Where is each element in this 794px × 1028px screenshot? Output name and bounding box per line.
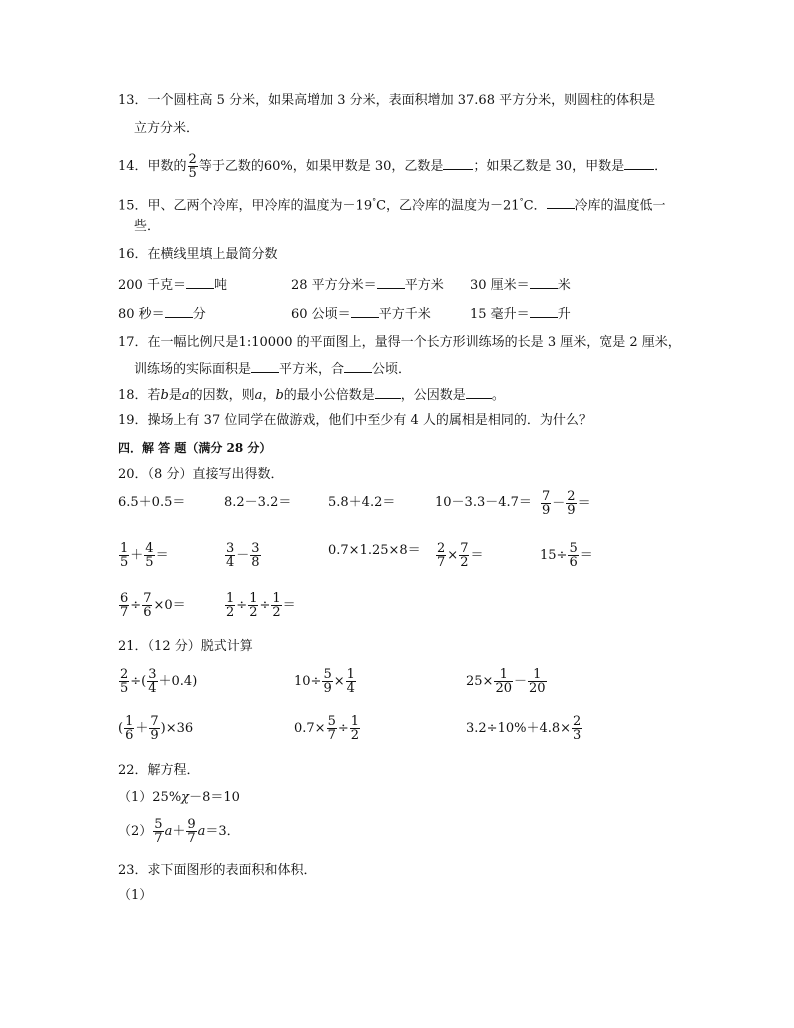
q14-blank-1[interactable] bbox=[443, 156, 473, 170]
q16-blank[interactable] bbox=[186, 275, 214, 289]
q17-line2: 训练场的实际面积是 平方米，合 公顷． bbox=[134, 359, 411, 379]
q23-sub-1: （1） bbox=[118, 888, 153, 903]
q18-blank-2[interactable] bbox=[466, 385, 492, 399]
section-4-heading: 四．解 答 题（满分 28 分） bbox=[118, 441, 272, 455]
q16-blank[interactable] bbox=[530, 304, 558, 318]
q15-mid: C，乙冷库的温度为－21 bbox=[376, 198, 520, 214]
q14-blank-2[interactable] bbox=[624, 156, 654, 170]
q17-blank-2[interactable] bbox=[344, 359, 372, 373]
q21-title: 21．（12 分）脱式计算 bbox=[118, 639, 253, 654]
q20-r1-2: 8.2－3.2＝ bbox=[224, 495, 292, 510]
q19: 19．操场上有 37 位同学在做游戏，他们中至少有 4 人的属相是相同的．为什么？ bbox=[118, 413, 592, 428]
q20-r1-1: 6.5＋0.5＝ bbox=[118, 495, 186, 510]
q16-r2-c2: 60 公顷＝ 平方千米 bbox=[291, 304, 431, 324]
q20-r2-3: 0.7×1.25×8＝ bbox=[328, 543, 421, 558]
q20-title: 20．（8 分）直接写出得数． bbox=[118, 467, 284, 482]
q21-a: $\frac{2}{5}$ ÷( $\frac{3}{4}$ ＋0.4) bbox=[120, 667, 198, 696]
q21-d: ( $\frac{1}{6}$ ＋ $\frac{7}{9}$ )×36 bbox=[118, 714, 194, 743]
q15-post: 冷库的温度低一 bbox=[574, 198, 666, 214]
q16-r1-c2: 28 平方分米＝ 平方米 bbox=[291, 275, 444, 295]
q15-line1 bbox=[118, 193, 666, 215]
q16-r1-c1: 200 千克＝ 吨 bbox=[118, 275, 227, 295]
q20-r3-1: $\frac{6}{7}$ ÷ $\frac{7}{6}$ ×0＝ bbox=[120, 591, 186, 620]
q15-degree-1: ° bbox=[372, 197, 377, 206]
q17-blank-1[interactable] bbox=[251, 359, 279, 373]
q17-line1: 17．在一幅比例尺是1:10000 的平面图上，量得一个长方形训练场的长是 3 厘米，宽是 2 厘米， bbox=[118, 335, 681, 350]
q23-title: 23．求下面图形的表面积和体积． bbox=[118, 863, 317, 878]
q20-r3-2: $\frac{1}{2}$ ÷ $\frac{1}{2}$ ÷ $\frac{1}{2}$ ＝ bbox=[226, 591, 296, 620]
q20-r1-5: $\frac{7}{9}$ － $\frac{2}{9}$ ＝ bbox=[542, 489, 591, 518]
q22-eq1: （1）25%χ－8＝10 bbox=[118, 790, 240, 805]
q15-blank[interactable] bbox=[547, 195, 575, 209]
q15-line2: 些． bbox=[134, 219, 161, 234]
q20-r2-2: $\frac{3}{4}$ － $\frac{3}{8}$ bbox=[226, 541, 260, 570]
q15-degree-2: ° bbox=[519, 197, 524, 206]
q21-f: 3.2÷10%＋4.8× $\frac{2}{3}$ bbox=[466, 714, 582, 743]
q14-pre: 14．甲数的 bbox=[118, 159, 187, 174]
q20-r1-4: 10－3.3－4.7＝ bbox=[435, 495, 532, 510]
q14-end: ． bbox=[654, 159, 668, 174]
q22-title: 22．解方程． bbox=[118, 763, 200, 778]
q14-mid2: ；如果乙数是 30，甲数是 bbox=[473, 159, 625, 174]
q21-c: 25× $\frac{1}{20}$ － $\frac{1}{20}$ bbox=[466, 667, 546, 696]
q16-blank[interactable] bbox=[351, 304, 379, 318]
q14-mid1: 等于乙数的60%，如果甲数是 30，乙数是 bbox=[198, 159, 444, 174]
q14 bbox=[118, 151, 667, 183]
q14-fraction: $\frac{2}{5}$ bbox=[188, 152, 197, 181]
q16-title: 16．在横线里填上最简分数 bbox=[118, 247, 278, 262]
q16-blank[interactable] bbox=[530, 275, 558, 289]
q18: 18．若b是a的因数，则a，b的最小公倍数是 ，公因数是 。 bbox=[118, 385, 505, 405]
q13-line2: 立方分米． bbox=[134, 121, 200, 136]
q22-eq2: （2） $\frac{5}{7}$ a＋ $\frac{9}{7}$ a＝3． bbox=[118, 817, 240, 846]
q13-line1: 13．一个圆柱高 5 分米，如果高增加 3 分米，表面积增加 37.68 平方分米，则圆柱的体积是 bbox=[118, 93, 656, 108]
q21-e: 0.7× $\frac{5}{7}$ ÷ $\frac{1}{2}$ bbox=[294, 714, 360, 743]
q20-r2-5: 15÷ $\frac{5}{6}$ ＝ bbox=[540, 541, 593, 570]
q16-blank[interactable] bbox=[165, 304, 193, 318]
q15-mid2: C． bbox=[523, 198, 547, 214]
q21-b: 10÷ $\frac{5}{9}$ × $\frac{1}{4}$ bbox=[294, 667, 355, 696]
q16-blank[interactable] bbox=[377, 275, 405, 289]
q15-pre: 15．甲、乙两个冷库，甲冷库的温度为－19 bbox=[118, 198, 373, 214]
q16-r2-c3: 15 毫升＝ 升 bbox=[470, 304, 571, 324]
q20-r2-1: $\frac{1}{5}$ ＋ $\frac{4}{5}$ ＝ bbox=[120, 541, 169, 570]
q20-r1-3: 5.8＋4.2＝ bbox=[328, 495, 396, 510]
q18-blank-1[interactable] bbox=[375, 385, 401, 399]
q16-r1-c3: 30 厘米＝ 米 bbox=[470, 275, 571, 295]
q20-r2-4: $\frac{2}{7}$ × $\frac{7}{2}$ ＝ bbox=[437, 541, 484, 570]
q16-r2-c1: 80 秒＝ 分 bbox=[118, 304, 206, 324]
